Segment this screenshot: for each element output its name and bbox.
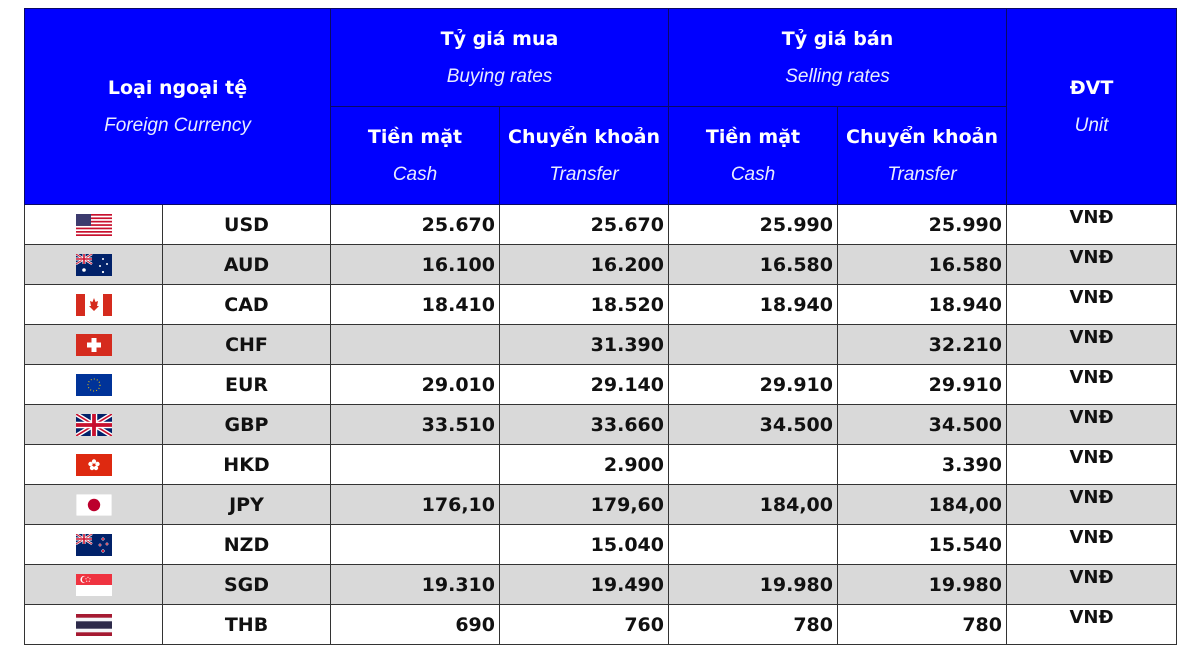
ca-flag-icon <box>76 293 112 315</box>
buying-transfer-value: 16.200 <box>500 245 669 285</box>
selling-cash-value: 780 <box>669 605 838 645</box>
currency-code: SGD <box>163 565 331 605</box>
table-row <box>25 485 1177 525</box>
buying-cash-value: 18.410 <box>331 285 500 325</box>
selling-transfer-value: 32.210 <box>838 325 1007 365</box>
flag-cell <box>25 245 163 285</box>
us-flag-icon <box>76 213 112 235</box>
selling-cash-value <box>669 325 838 365</box>
flag-cell <box>25 325 163 365</box>
currency-header-en: Foreign Currency <box>104 114 251 136</box>
table-row <box>25 525 1177 565</box>
unit-value: VNĐ <box>1007 405 1177 445</box>
unit-value: VNĐ <box>1007 605 1177 645</box>
selling-transfer-header <box>838 107 1007 205</box>
buying-rates-header <box>331 9 669 107</box>
buying-transfer-value: 19.490 <box>500 565 669 605</box>
buying-transfer-value: 25.670 <box>500 205 669 245</box>
buying-transfer-value: 15.040 <box>500 525 669 565</box>
unit-value: VNĐ <box>1007 445 1177 485</box>
buying-cash-en: Cash <box>392 163 438 185</box>
currency-code: USD <box>163 205 331 245</box>
unit-value: VNĐ <box>1007 325 1177 365</box>
selling-cash-header <box>669 107 838 205</box>
buying-transfer-value: 18.520 <box>500 285 669 325</box>
selling-rates-header <box>669 9 1007 107</box>
selling-transfer-value: 16.580 <box>838 245 1007 285</box>
gb-flag-icon <box>76 413 112 435</box>
buying-transfer-value: 29.140 <box>500 365 669 405</box>
hk-flag-icon <box>76 453 112 475</box>
buying-transfer-value: 179,60 <box>500 485 669 525</box>
table-row <box>25 205 1177 245</box>
unit-value: VNĐ <box>1007 365 1177 405</box>
flag-cell <box>25 205 163 245</box>
flag-cell <box>25 285 163 325</box>
selling-cash-value: 16.580 <box>669 245 838 285</box>
buying-cash-value <box>331 445 500 485</box>
buying-cash-value: 19.310 <box>331 565 500 605</box>
currency-code: THB <box>163 605 331 645</box>
selling-transfer-value: 34.500 <box>838 405 1007 445</box>
currency-code: AUD <box>163 245 331 285</box>
selling-transfer-vi: Chuyển khoản <box>846 125 998 148</box>
eu-flag-icon <box>76 373 112 395</box>
selling-transfer-value: 18.940 <box>838 285 1007 325</box>
selling-cash-value: 25.990 <box>669 205 838 245</box>
flag-cell <box>25 485 163 525</box>
selling-cash-value: 19.980 <box>669 565 838 605</box>
buying-transfer-value: 33.660 <box>500 405 669 445</box>
selling-transfer-value: 3.390 <box>838 445 1007 485</box>
currency-code: CHF <box>163 325 331 365</box>
unit-header <box>1007 9 1177 205</box>
buying-rates-en: Buying rates <box>446 65 553 87</box>
flag-cell <box>25 365 163 405</box>
buying-transfer-value: 2.900 <box>500 445 669 485</box>
table-row <box>25 605 1177 645</box>
selling-cash-vi: Tiền mặt <box>705 125 801 148</box>
selling-cash-value: 34.500 <box>669 405 838 445</box>
buying-cash-value: 29.010 <box>331 365 500 405</box>
th-flag-icon <box>76 613 112 635</box>
table-row <box>25 285 1177 325</box>
buying-cash-vi: Tiền mặt <box>367 125 463 148</box>
flag-cell <box>25 525 163 565</box>
selling-transfer-en: Transfer <box>887 163 957 185</box>
table-row <box>25 365 1177 405</box>
currency-header-vi: Loại ngoại tệ <box>107 76 248 99</box>
selling-transfer-value: 29.910 <box>838 365 1007 405</box>
currency-header <box>25 9 331 205</box>
table-row <box>25 405 1177 445</box>
selling-cash-value: 29.910 <box>669 365 838 405</box>
unit-header-en: Unit <box>1074 114 1109 136</box>
buying-rates-vi: Tỷ giá mua <box>440 27 559 50</box>
currency-code: JPY <box>163 485 331 525</box>
jp-flag-icon <box>76 493 112 515</box>
selling-cash-en: Cash <box>730 163 776 185</box>
selling-transfer-value: 19.980 <box>838 565 1007 605</box>
buying-transfer-en: Transfer <box>549 163 619 185</box>
unit-value: VNĐ <box>1007 205 1177 245</box>
selling-transfer-value: 184,00 <box>838 485 1007 525</box>
au-flag-icon <box>76 253 112 275</box>
table-row <box>25 565 1177 605</box>
table-header <box>25 9 1177 205</box>
exchange-rate-table <box>24 8 1177 645</box>
flag-cell <box>25 605 163 645</box>
currency-code: HKD <box>163 445 331 485</box>
nz-flag-icon <box>76 533 112 555</box>
buying-transfer-vi: Chuyển khoản <box>508 125 660 148</box>
unit-value: VNĐ <box>1007 525 1177 565</box>
selling-transfer-value: 780 <box>838 605 1007 645</box>
flag-cell <box>25 405 163 445</box>
buying-cash-header <box>331 107 500 205</box>
buying-cash-value <box>331 525 500 565</box>
selling-cash-value <box>669 445 838 485</box>
flag-cell <box>25 445 163 485</box>
table-row <box>25 445 1177 485</box>
flag-cell <box>25 565 163 605</box>
currency-code: CAD <box>163 285 331 325</box>
unit-value: VNĐ <box>1007 565 1177 605</box>
selling-cash-value: 184,00 <box>669 485 838 525</box>
buying-cash-value: 176,10 <box>331 485 500 525</box>
buying-cash-value: 25.670 <box>331 205 500 245</box>
table-body <box>25 205 1177 645</box>
selling-cash-value: 18.940 <box>669 285 838 325</box>
selling-rates-en: Selling rates <box>785 65 890 87</box>
unit-value: VNĐ <box>1007 485 1177 525</box>
currency-code: GBP <box>163 405 331 445</box>
buying-cash-value: 690 <box>331 605 500 645</box>
selling-rates-vi: Tỷ giá bán <box>781 27 894 50</box>
buying-cash-value: 33.510 <box>331 405 500 445</box>
currency-code: NZD <box>163 525 331 565</box>
ch-flag-icon <box>76 333 112 355</box>
buying-transfer-header <box>500 107 669 205</box>
unit-value: VNĐ <box>1007 285 1177 325</box>
sg-flag-icon <box>76 573 112 595</box>
selling-transfer-value: 15.540 <box>838 525 1007 565</box>
selling-transfer-value: 25.990 <box>838 205 1007 245</box>
currency-code: EUR <box>163 365 331 405</box>
buying-cash-value: 16.100 <box>331 245 500 285</box>
table-row <box>25 325 1177 365</box>
buying-cash-value <box>331 325 500 365</box>
buying-transfer-value: 760 <box>500 605 669 645</box>
table-row <box>25 245 1177 285</box>
exchange-rate-table-container <box>24 8 1176 645</box>
buying-transfer-value: 31.390 <box>500 325 669 365</box>
unit-header-vi: ĐVT <box>1069 76 1114 99</box>
selling-cash-value <box>669 525 838 565</box>
unit-value: VNĐ <box>1007 245 1177 285</box>
